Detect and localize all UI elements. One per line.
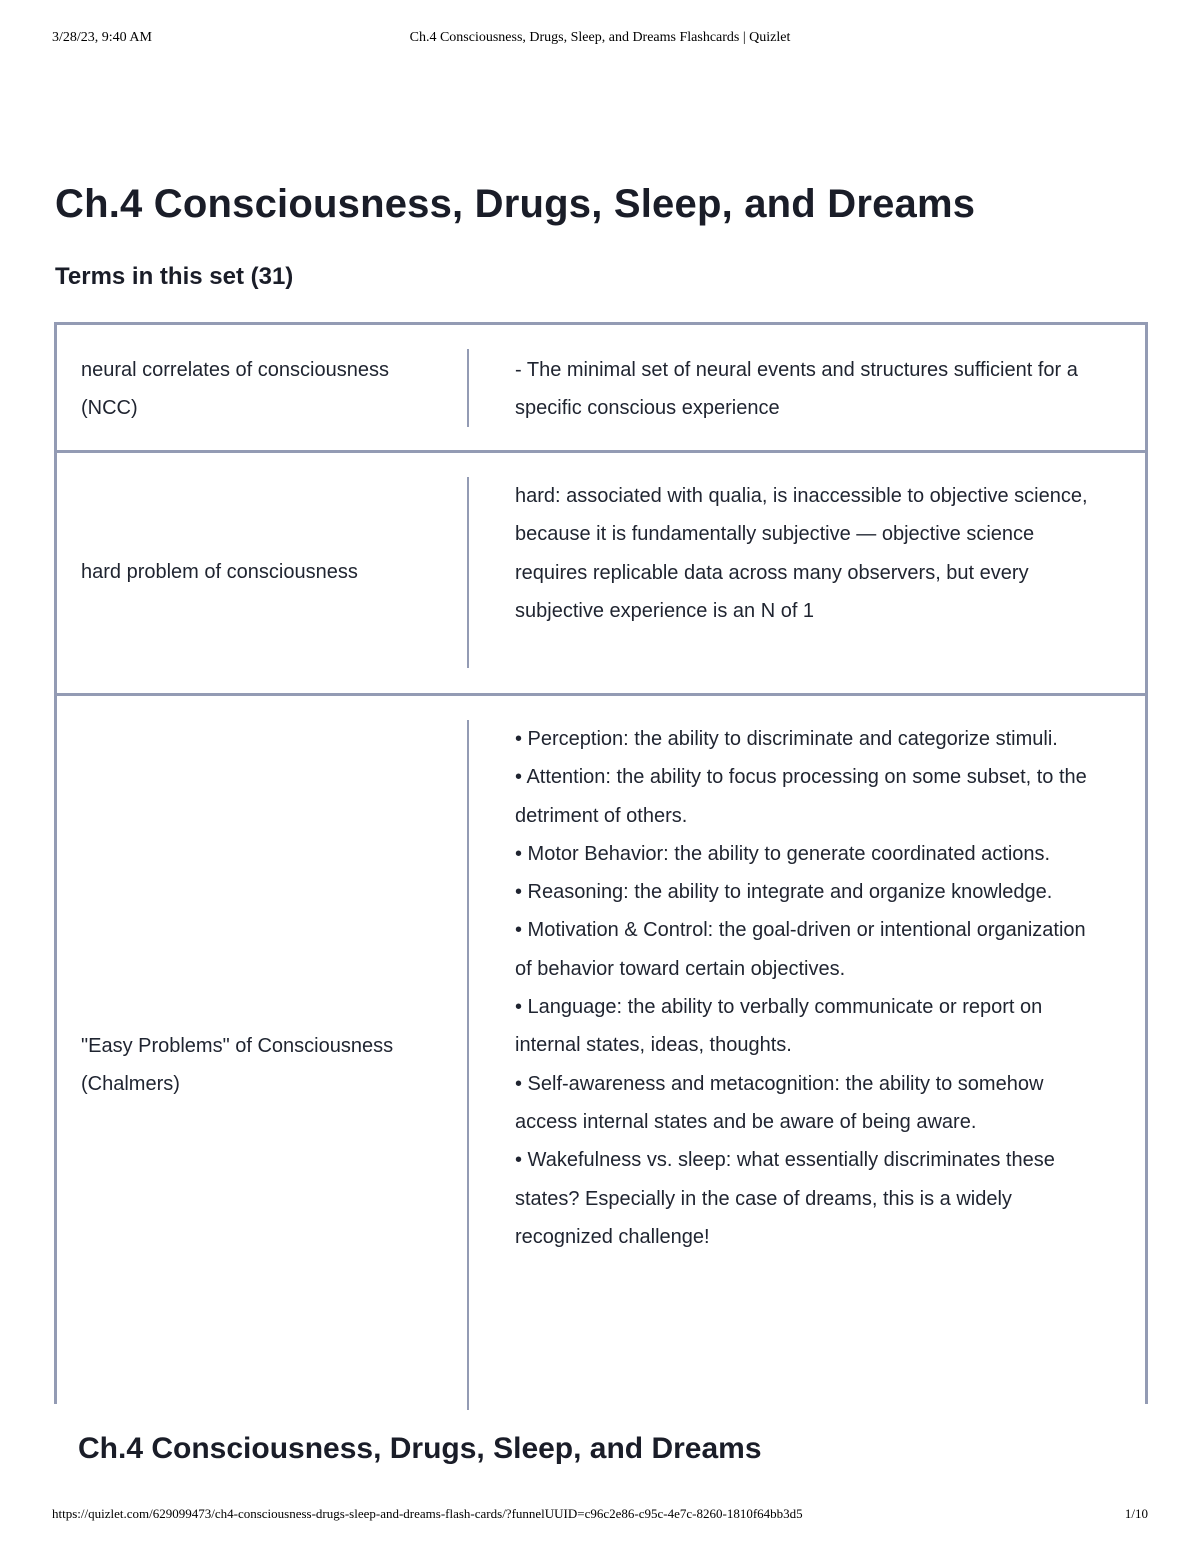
flashcard-row	[57, 325, 1145, 450]
card-definition: hard: associated with qualia, is inaccessible to objective science, because it is fundamentally subjective — objective science requires replicable data across many observers, but every subjective experience is an N of 1	[515, 485, 1088, 622]
definition-bullet: • Reasoning: the ability to integrate and organize knowledge.	[515, 881, 1053, 904]
definition-bullet: • Attention: the ability to focus processing on some subset, to the detriment of others.	[515, 766, 1087, 827]
definition-bullet: • Motivation & Control: the goal-driven or intentional organization of behavior toward certain objectives.	[515, 919, 1086, 980]
print-header	[52, 30, 1148, 50]
flashcard-row	[57, 693, 1145, 1407]
print-page-title: Ch.4 Consciousness, Drugs, Sleep, and Dreams Flashcards | Quizlet	[409, 30, 791, 45]
terms-count-heading: Terms in this set (31)	[55, 263, 294, 290]
definition-bullet: • Wakefulness vs. sleep: what essentially discriminates these states? Especially in the case of dreams, this is a widely recognized challenge!	[515, 1149, 1055, 1248]
definition-bullet: • Self-awareness and metacognition: the ability to somehow access internal states and be aware of being aware.	[515, 1072, 1044, 1133]
card-divider	[467, 349, 469, 427]
page-indicator: 1/10	[1124, 1506, 1148, 1521]
definition-bullet: • Language: the ability to verbally communicate or report on internal states, ideas, thoughts.	[515, 996, 1043, 1057]
card-term: neural correlates of consciousness (NCC)	[81, 359, 389, 419]
card-term: "Easy Problems" of Consciousness (Chalmers)	[81, 1035, 394, 1095]
card-divider	[467, 720, 469, 1410]
flashcard-row	[57, 450, 1145, 693]
card-divider	[467, 477, 469, 668]
print-datetime: 3/28/23, 9:40 AM	[52, 30, 152, 45]
flashcard-list	[54, 322, 1148, 1404]
card-definition: - The minimal set of neural events and structures sufficient for a specific conscious experience	[515, 359, 1078, 420]
card-term: hard problem of consciousness	[81, 561, 358, 583]
definition-bullet: • Perception: the ability to discriminate and categorize stimuli.	[515, 728, 1058, 750]
print-footer	[52, 1506, 1148, 1526]
card-definition	[515, 720, 1105, 1256]
page-title: Ch.4 Consciousness, Drugs, Sleep, and Dreams	[55, 182, 976, 226]
page-url: https://quizlet.com/629099473/ch4-consciousness-drugs-sleep-and-dreams-flash-cards/?funnelUUID=c96c2e86-c95c-4e7c-8260-1810f64bb3d5	[52, 1506, 803, 1521]
footer-set-title: Ch.4 Consciousness, Drugs, Sleep, and Dreams	[78, 1432, 762, 1465]
definition-bullet: • Motor Behavior: the ability to generate coordinated actions.	[515, 842, 1051, 865]
